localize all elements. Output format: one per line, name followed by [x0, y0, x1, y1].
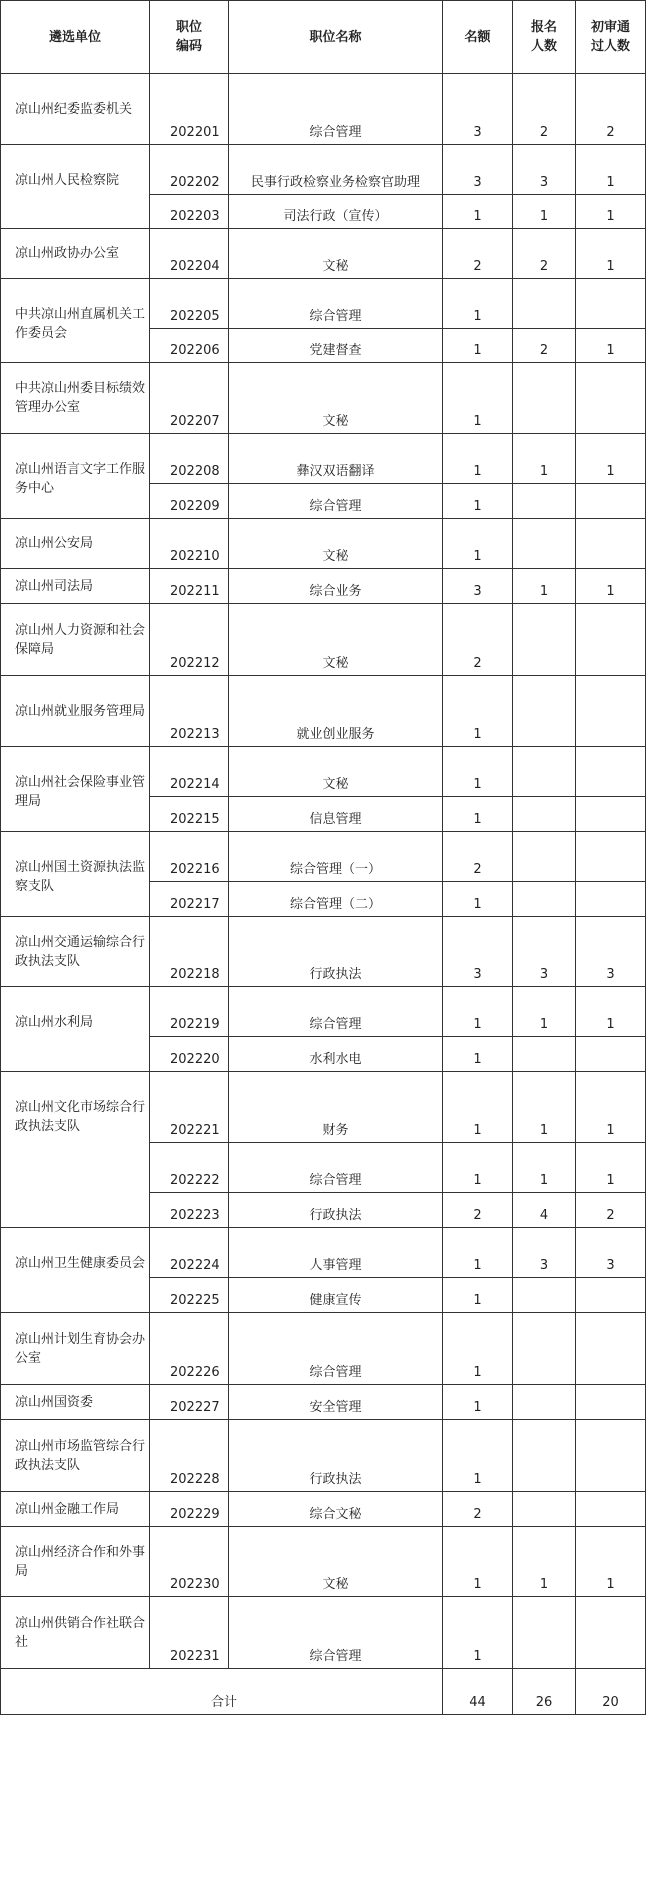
cell-code: 202209: [150, 484, 229, 519]
cell-code: 202210: [150, 519, 229, 569]
cell-code: 202206: [150, 329, 229, 363]
cell-applicants: [513, 1037, 576, 1072]
cell-name: 综合管理: [229, 1143, 443, 1193]
table-row: [1, 604, 646, 676]
cell-applicants: 3: [513, 145, 576, 195]
cell-name: 安全管理: [229, 1385, 443, 1420]
cell-quota: 2: [443, 1492, 513, 1527]
cell-name: 综合管理: [229, 484, 443, 519]
cell-quota: 2: [443, 604, 513, 676]
cell-unit: 凉山州社会保险事业管理局: [1, 747, 150, 832]
cell-applicants: 1: [513, 1143, 576, 1193]
cell-applicants: 2: [513, 74, 576, 145]
table-row: [1, 363, 646, 434]
cell-unit: 凉山州人力资源和社会保障局: [1, 604, 150, 676]
cell-unit: 凉山州交通运输综合行政执法支队: [1, 917, 150, 987]
cell-applicants: 2: [513, 229, 576, 279]
table-row: [1, 676, 646, 747]
cell-name: 健康宣传: [229, 1278, 443, 1313]
cell-quota: 1: [443, 1143, 513, 1193]
cell-quota: 1: [443, 195, 513, 229]
cell-passed: [576, 1313, 646, 1385]
cell-applicants: 1: [513, 1527, 576, 1597]
cell-unit: 凉山州公安局: [1, 519, 150, 569]
cell-unit: 凉山州计划生育协会办公室: [1, 1313, 150, 1385]
cell-quota: 1: [443, 519, 513, 569]
cell-quota: 1: [443, 1385, 513, 1420]
cell-passed: [576, 279, 646, 329]
cell-code: 202222: [150, 1143, 229, 1193]
cell-unit: 凉山州政协办公室: [1, 229, 150, 279]
header-row: [1, 1, 646, 74]
header-applicants: 报名人数: [513, 1, 576, 74]
cell-code: 202220: [150, 1037, 229, 1072]
cell-unit: 中共凉山州委目标绩效管理办公室: [1, 363, 150, 434]
cell-name: 综合管理: [229, 1597, 443, 1669]
cell-code: 202205: [150, 279, 229, 329]
cell-applicants: 2: [513, 329, 576, 363]
cell-quota: 3: [443, 74, 513, 145]
header-unit: 遴选单位: [1, 1, 150, 74]
cell-passed: [576, 484, 646, 519]
cell-code: 202214: [150, 747, 229, 797]
cell-applicants: [513, 604, 576, 676]
table-row: [1, 279, 646, 329]
cell-quota: 1: [443, 882, 513, 917]
cell-unit: 凉山州就业服务管理局: [1, 676, 150, 747]
cell-quota: 1: [443, 329, 513, 363]
cell-code: 202217: [150, 882, 229, 917]
cell-unit: 凉山州水利局: [1, 987, 150, 1072]
cell-passed: 1: [576, 434, 646, 484]
cell-passed: 2: [576, 1193, 646, 1228]
total-label: 合计: [1, 1669, 443, 1715]
total-applicants: 26: [513, 1669, 576, 1715]
cell-code: 202213: [150, 676, 229, 747]
cell-passed: 3: [576, 917, 646, 987]
cell-applicants: [513, 519, 576, 569]
cell-passed: 1: [576, 229, 646, 279]
cell-code: 202219: [150, 987, 229, 1037]
cell-name: 文秘: [229, 363, 443, 434]
cell-quota: 1: [443, 797, 513, 832]
cell-unit: 中共凉山州直属机关工作委员会: [1, 279, 150, 363]
cell-passed: [576, 676, 646, 747]
cell-quota: 1: [443, 1278, 513, 1313]
cell-passed: [576, 1037, 646, 1072]
cell-passed: [576, 363, 646, 434]
table-row: [1, 917, 646, 987]
cell-unit: 凉山州市场监管综合行政执法支队: [1, 1420, 150, 1492]
cell-passed: [576, 1492, 646, 1527]
cell-code: 202226: [150, 1313, 229, 1385]
table-row: [1, 1228, 646, 1278]
table-row: [1, 569, 646, 604]
cell-passed: 1: [576, 145, 646, 195]
cell-quota: 1: [443, 676, 513, 747]
cell-applicants: [513, 363, 576, 434]
cell-passed: [576, 797, 646, 832]
cell-code: 202202: [150, 145, 229, 195]
cell-code: 202227: [150, 1385, 229, 1420]
table-row: [1, 519, 646, 569]
cell-name: 综合业务: [229, 569, 443, 604]
header-name: 职位名称: [229, 1, 443, 74]
cell-passed: [576, 1420, 646, 1492]
table-row: [1, 229, 646, 279]
cell-code: 202212: [150, 604, 229, 676]
cell-applicants: [513, 279, 576, 329]
cell-name: 综合管理（一）: [229, 832, 443, 882]
table-row: [1, 1313, 646, 1385]
cell-applicants: 1: [513, 1072, 576, 1143]
table-row: [1, 74, 646, 145]
cell-passed: [576, 1278, 646, 1313]
cell-name: 财务: [229, 1072, 443, 1143]
cell-unit: 凉山州语言文字工作服务中心: [1, 434, 150, 519]
total-row: [1, 1669, 646, 1715]
cell-code: 202228: [150, 1420, 229, 1492]
cell-quota: 1: [443, 1313, 513, 1385]
cell-name: 文秘: [229, 604, 443, 676]
table-row: [1, 747, 646, 797]
cell-unit: 凉山州国土资源执法监察支队: [1, 832, 150, 917]
cell-unit: 凉山州司法局: [1, 569, 150, 604]
cell-applicants: 1: [513, 434, 576, 484]
total-passed: 20: [576, 1669, 646, 1715]
cell-applicants: [513, 882, 576, 917]
cell-quota: 1: [443, 987, 513, 1037]
cell-name: 文秘: [229, 519, 443, 569]
cell-passed: [576, 1597, 646, 1669]
cell-applicants: 1: [513, 195, 576, 229]
cell-passed: 1: [576, 1072, 646, 1143]
cell-quota: 1: [443, 747, 513, 797]
cell-code: 202207: [150, 363, 229, 434]
cell-applicants: [513, 1385, 576, 1420]
cell-applicants: [513, 747, 576, 797]
cell-quota: 1: [443, 363, 513, 434]
cell-name: 民事行政检察业务检察官助理: [229, 145, 443, 195]
header-passed: 初审通过人数: [576, 1, 646, 74]
table-row: [1, 1597, 646, 1669]
cell-passed: 1: [576, 329, 646, 363]
cell-passed: [576, 832, 646, 882]
cell-name: 司法行政（宣传）: [229, 195, 443, 229]
table-row: [1, 987, 646, 1037]
cell-quota: 3: [443, 917, 513, 987]
table-row: [1, 1072, 646, 1143]
cell-passed: 1: [576, 1143, 646, 1193]
cell-code: 202223: [150, 1193, 229, 1228]
cell-code: 202218: [150, 917, 229, 987]
cell-quota: 1: [443, 1420, 513, 1492]
cell-name: 综合管理: [229, 74, 443, 145]
cell-name: 行政执法: [229, 917, 443, 987]
cell-passed: 1: [576, 195, 646, 229]
cell-code: 202231: [150, 1597, 229, 1669]
cell-quota: 1: [443, 1228, 513, 1278]
cell-quota: 1: [443, 434, 513, 484]
cell-applicants: 1: [513, 987, 576, 1037]
cell-name: 就业创业服务: [229, 676, 443, 747]
cell-name: 文秘: [229, 229, 443, 279]
table-row: [1, 434, 646, 484]
cell-applicants: [513, 1420, 576, 1492]
cell-passed: [576, 747, 646, 797]
cell-unit: 凉山州文化市场综合行政执法支队: [1, 1072, 150, 1228]
table-row: [1, 832, 646, 882]
cell-code: 202215: [150, 797, 229, 832]
cell-name: 彝汉双语翻译: [229, 434, 443, 484]
table-row: [1, 1527, 646, 1597]
table-row: [1, 1492, 646, 1527]
cell-unit: 凉山州人民检察院: [1, 145, 150, 229]
cell-name: 综合文秘: [229, 1492, 443, 1527]
cell-unit: 凉山州经济合作和外事局: [1, 1527, 150, 1597]
cell-name: 行政执法: [229, 1193, 443, 1228]
cell-quota: 1: [443, 1072, 513, 1143]
cell-name: 文秘: [229, 747, 443, 797]
cell-quota: 1: [443, 1037, 513, 1072]
table-row: [1, 1385, 646, 1420]
cell-name: 综合管理: [229, 1313, 443, 1385]
cell-code: 202221: [150, 1072, 229, 1143]
cell-code: 202204: [150, 229, 229, 279]
cell-applicants: [513, 484, 576, 519]
cell-applicants: [513, 1278, 576, 1313]
cell-name: 综合管理: [229, 279, 443, 329]
cell-applicants: 1: [513, 569, 576, 604]
cell-applicants: 3: [513, 917, 576, 987]
cell-applicants: [513, 676, 576, 747]
total-quota: 44: [443, 1669, 513, 1715]
cell-passed: [576, 882, 646, 917]
cell-code: 202224: [150, 1228, 229, 1278]
cell-code: 202216: [150, 832, 229, 882]
cell-passed: [576, 1385, 646, 1420]
cell-quota: 3: [443, 145, 513, 195]
cell-quota: 2: [443, 229, 513, 279]
cell-name: 综合管理: [229, 987, 443, 1037]
cell-applicants: [513, 832, 576, 882]
cell-quota: 2: [443, 1193, 513, 1228]
cell-name: 人事管理: [229, 1228, 443, 1278]
header-code: 职位编码: [150, 1, 229, 74]
cell-name: 水利水电: [229, 1037, 443, 1072]
cell-unit: 凉山州金融工作局: [1, 1492, 150, 1527]
cell-applicants: [513, 797, 576, 832]
cell-code: 202211: [150, 569, 229, 604]
cell-quota: 1: [443, 1597, 513, 1669]
cell-passed: [576, 604, 646, 676]
cell-applicants: 3: [513, 1228, 576, 1278]
cell-applicants: [513, 1313, 576, 1385]
cell-quota: 2: [443, 832, 513, 882]
cell-name: 党建督查: [229, 329, 443, 363]
cell-code: 202203: [150, 195, 229, 229]
table-row: [1, 145, 646, 195]
cell-quota: 1: [443, 1527, 513, 1597]
cell-passed: 2: [576, 74, 646, 145]
cell-applicants: 4: [513, 1193, 576, 1228]
cell-applicants: [513, 1597, 576, 1669]
cell-passed: [576, 519, 646, 569]
cell-passed: 3: [576, 1228, 646, 1278]
cell-unit: 凉山州国资委: [1, 1385, 150, 1420]
cell-unit: 凉山州供销合作社联合社: [1, 1597, 150, 1669]
cell-quota: 1: [443, 279, 513, 329]
cell-quota: 1: [443, 484, 513, 519]
cell-code: 202230: [150, 1527, 229, 1597]
cell-code: 202201: [150, 74, 229, 145]
cell-code: 202229: [150, 1492, 229, 1527]
cell-passed: 1: [576, 1527, 646, 1597]
cell-name: 文秘: [229, 1527, 443, 1597]
cell-name: 综合管理（二）: [229, 882, 443, 917]
cell-unit: 凉山州卫生健康委员会: [1, 1228, 150, 1313]
cell-name: 行政执法: [229, 1420, 443, 1492]
cell-name: 信息管理: [229, 797, 443, 832]
cell-code: 202208: [150, 434, 229, 484]
cell-code: 202225: [150, 1278, 229, 1313]
cell-applicants: [513, 1492, 576, 1527]
cell-passed: 1: [576, 987, 646, 1037]
header-quota: 名额: [443, 1, 513, 74]
cell-passed: 1: [576, 569, 646, 604]
table-row: [1, 1420, 646, 1492]
cell-quota: 3: [443, 569, 513, 604]
cell-unit: 凉山州纪委监委机关: [1, 74, 150, 145]
